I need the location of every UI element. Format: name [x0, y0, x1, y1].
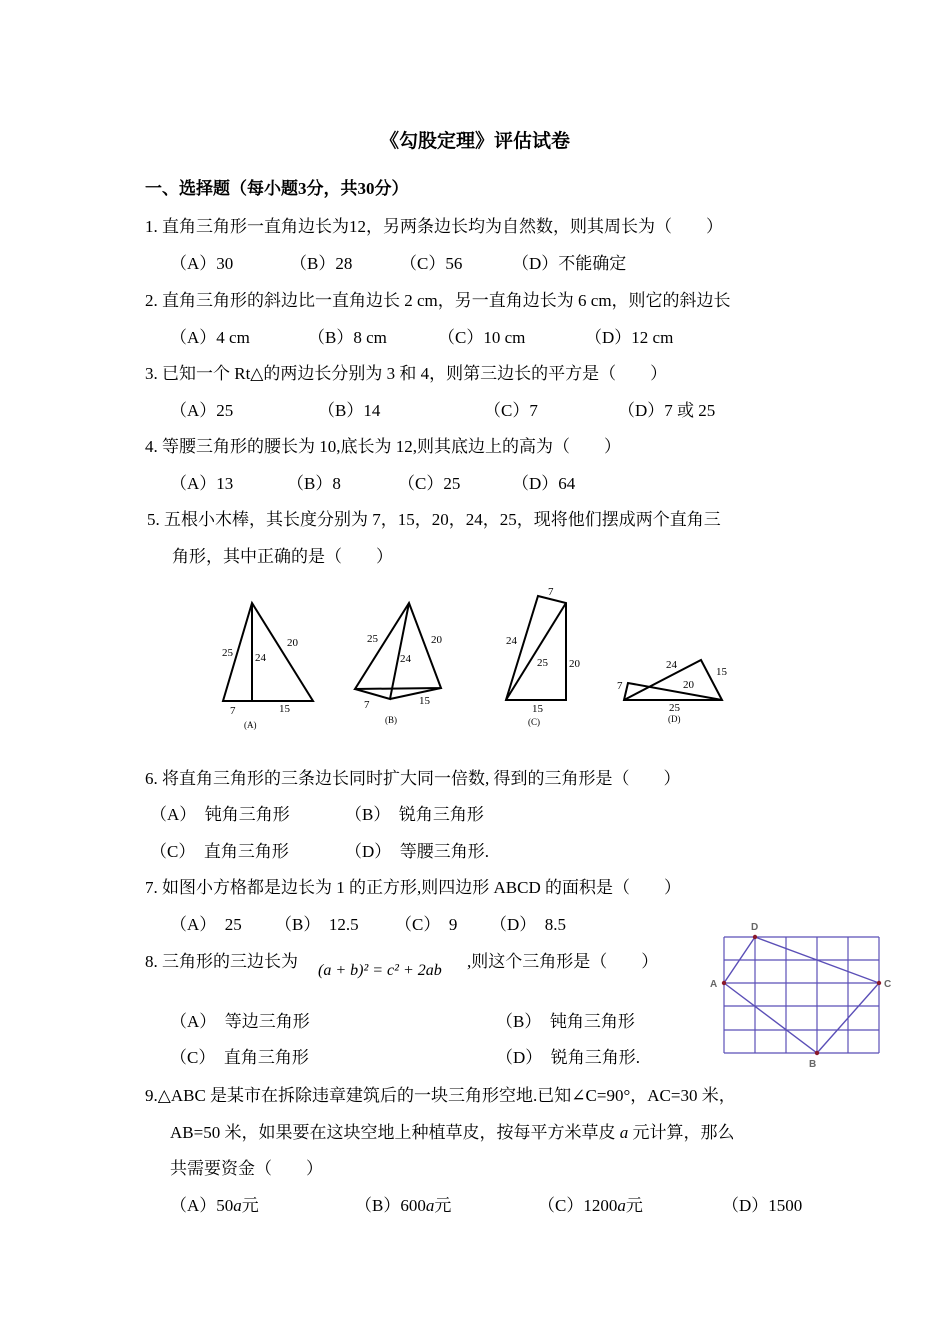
- q4-option-d: （D）64: [512, 474, 576, 493]
- label-b: B: [809, 1059, 817, 1070]
- figure-5b-triangle: [355, 603, 441, 689]
- q9-option-c: [538, 1196, 643, 1216]
- question-9-variable-a: a: [619, 1123, 629, 1142]
- figure-5b-caption: (B): [385, 715, 397, 725]
- point-b: [815, 1051, 819, 1055]
- q7-option-b: （B） 12.5: [275, 915, 359, 934]
- q2-option-b: （B）8 cm: [308, 328, 387, 347]
- label-d: D: [751, 922, 759, 933]
- quadrilateral-abcd: [724, 937, 879, 1053]
- figure-5c-caption: (C): [528, 717, 540, 727]
- question-9-stem-line3: 共需要资金（ ）: [170, 1159, 323, 1178]
- figure-5a-label-15: 15: [279, 703, 290, 715]
- q9-option-a: [170, 1196, 259, 1216]
- figure-5c-label-24: 24: [506, 635, 517, 647]
- q8-option-a: （A） 等边三角形: [170, 1012, 310, 1031]
- point-a: [722, 981, 726, 985]
- figure-5d-caption: (D): [668, 714, 681, 724]
- question-1-stem: 1. 直角三角形一直角边长为12，另两条边长均为自然数，则其周长为（ ）: [145, 217, 723, 236]
- figure-5d-label-20: 20: [683, 679, 694, 691]
- q1-option-b: （B）28: [290, 254, 353, 273]
- question-8-formula: (a + b)² = c² + 2ab: [318, 962, 442, 979]
- exam-title: 《勾股定理》评估试卷: [379, 131, 570, 152]
- q9-option-b-unit: 元: [434, 1196, 452, 1215]
- figure-5d-label-25: 25: [669, 702, 680, 714]
- q9-option-d: [722, 1196, 802, 1216]
- figure-5a: [223, 603, 313, 701]
- q3-option-c: （C）7: [484, 401, 538, 420]
- question-9-stem-line2-b: 元计算，那么: [632, 1123, 735, 1142]
- question-9-stem-line1: 9.△ABC 是某市在拆除违章建筑后的一块三角形空地.已知∠C=90°，AC=30 米，: [145, 1086, 736, 1105]
- q1-option-c: （C）56: [400, 254, 463, 273]
- q9-option-c-unit: 元: [625, 1196, 643, 1215]
- question-7-stem: 7. 如图小方格都是边长为 1 的正方形,则四边形 ABCD 的面积是（ ）: [145, 878, 681, 897]
- q2-option-d: （D）12 cm: [585, 328, 674, 347]
- q1-option-d: （D）不能确定: [512, 254, 627, 273]
- q7-option-a: （A） 25: [170, 915, 242, 934]
- figure-5c-label-15: 15: [532, 703, 543, 715]
- figure-5c: [506, 596, 566, 700]
- question-5-figures: [200, 580, 740, 735]
- figure-5b-label-25: 25: [367, 633, 378, 645]
- figure-5c-label-7: 7: [548, 586, 554, 598]
- section-heading: 一、选择题（每小题3分，共30分）: [145, 179, 409, 198]
- point-c: [877, 981, 881, 985]
- q3-option-b: （B）14: [318, 401, 381, 420]
- figure-5a-label-7: 7: [230, 705, 236, 717]
- q8-option-b: （B） 钝角三角形: [496, 1012, 635, 1031]
- point-d: [753, 935, 757, 939]
- q7-option-d: （D） 8.5: [490, 915, 567, 934]
- q7-option-c: （C） 9: [395, 915, 458, 934]
- label-c: C: [884, 979, 892, 990]
- q8-option-d: （D） 锐角三角形.: [496, 1048, 641, 1067]
- question-7-grid-figure: [706, 918, 906, 1073]
- q3-option-d: （D）7 或 25: [618, 401, 716, 420]
- question-4-stem: 4. 等腰三角形的腰长为 10,底长为 12,则其底边上的高为（ ）: [145, 437, 621, 456]
- q8-option-c: （C） 直角三角形: [170, 1048, 309, 1067]
- question-8-stem-prefix: 8. 三角形的三边长为: [145, 952, 298, 971]
- figure-5c-label-20: 20: [569, 658, 580, 670]
- q6-option-c: （C） 直角三角形: [150, 842, 289, 861]
- q6-option-d: （D） 等腰三角形.: [345, 842, 490, 861]
- question-5-stem-line2: 角形，其中正确的是（ ）: [172, 547, 393, 566]
- figure-5d-label-7: 7: [617, 680, 623, 692]
- q9-option-a-unit: 元: [241, 1196, 259, 1215]
- figure-5c-label-25: 25: [537, 657, 548, 669]
- grid-points: [722, 935, 881, 1055]
- q9-option-c-var: a: [617, 1196, 626, 1215]
- q6-option-b: （B） 锐角三角形: [345, 805, 484, 824]
- q6-option-a: （A） 钝角三角形: [150, 805, 290, 824]
- q4-option-b: （B）8: [287, 474, 341, 493]
- q4-option-a: （A）13: [170, 474, 234, 493]
- q2-option-a: （A）4 cm: [170, 328, 250, 347]
- question-9-stem-line2-a: AB=50 米，如果要在这块空地上种植草皮，按每平方米草皮: [170, 1123, 616, 1142]
- question-8-stem-suffix: ,则这个三角形是（ ）: [467, 952, 659, 971]
- q9-option-c-text: （C）1200: [538, 1196, 618, 1215]
- question-9-stem-line2: [170, 1123, 734, 1143]
- q1-option-a: （A）30: [170, 254, 234, 273]
- question-6-stem: 6. 将直角三角形的三条边长同时扩大同一倍数, 得到的三角形是（ ）: [145, 769, 681, 788]
- figure-5a-triangle: [223, 603, 313, 701]
- figure-5a-label-20: 20: [287, 637, 298, 649]
- q9-option-a-var: a: [233, 1196, 242, 1215]
- figure-5b-label-20: 20: [431, 634, 442, 646]
- figure-5c-diagonal: [506, 603, 566, 700]
- q4-option-c: （C）25: [398, 474, 461, 493]
- q9-option-a-text: （A）50: [170, 1196, 234, 1215]
- question-3-stem: 3. 已知一个 Rt△的两边长分别为 3 和 4，则第三边长的平方是（ ）: [145, 364, 668, 383]
- question-2-stem: 2. 直角三角形的斜边比一直角边长 2 cm，另一直角边长为 6 cm，则它的斜边长: [145, 291, 731, 310]
- figure-5b-label-7: 7: [364, 699, 370, 711]
- figure-5b-inner-edge-2: [390, 688, 441, 699]
- figure-5a-label-24: 24: [255, 652, 266, 664]
- figure-5b-label-15: 15: [419, 695, 430, 707]
- figure-5d-label-24: 24: [666, 659, 677, 671]
- figure-5b: [355, 603, 441, 699]
- question-5-stem-line1: 5. 五根小木棒，其长度分别为 7，15，20，24，25，现将他们摆成两个直角三: [147, 510, 721, 529]
- label-a: A: [710, 979, 718, 990]
- figure-5a-label-25: 25: [222, 647, 233, 659]
- q2-option-c: （C）10 cm: [438, 328, 526, 347]
- figure-5b-label-24: 24: [400, 653, 411, 665]
- figure-5a-caption: (A): [244, 720, 257, 730]
- q9-option-b-text: （B）600: [355, 1196, 426, 1215]
- q3-option-a: （A）25: [170, 401, 234, 420]
- q9-option-d-text: （D）1500: [722, 1196, 803, 1215]
- q9-option-b: [355, 1196, 451, 1216]
- q9-option-b-var: a: [425, 1196, 435, 1215]
- figure-5d-label-15: 15: [716, 666, 727, 678]
